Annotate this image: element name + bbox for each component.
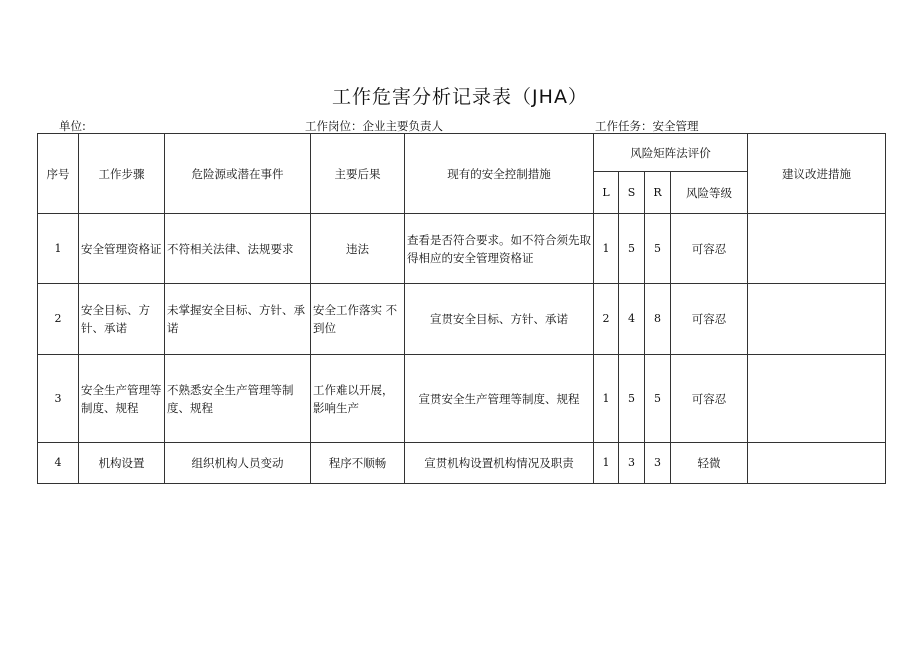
row-level: 可容忍 — [671, 214, 748, 284]
row-controls: 查看是否符合要求。如不符合须先取得相应的安全管理资格证 — [405, 214, 594, 284]
row-l: 1 — [594, 355, 619, 443]
row-controls: 宣贯机构设置机构情况及职责 — [405, 443, 594, 484]
row-step: 安全生产管理等制度、规程 — [79, 355, 165, 443]
header-consequence: 主要后果 — [311, 134, 405, 214]
row-r: 5 — [645, 214, 671, 284]
header-step: 工作步骤 — [79, 134, 165, 214]
document-title: 工作危害分析记录表（JHA） — [332, 86, 588, 108]
task-label: 工作任务：安全管理 — [595, 119, 699, 133]
row-consequence: 违法 — [311, 214, 405, 284]
header-r: R — [645, 172, 671, 214]
row-l: 1 — [594, 214, 619, 284]
unit-label: 单位: — [59, 119, 86, 133]
row-controls: 宣贯安全生产管理等制度、规程 — [405, 355, 594, 443]
post-label: 工作岗位：企业主要负责人 — [305, 119, 443, 133]
row-s: 5 — [619, 355, 645, 443]
table-row — [38, 355, 886, 443]
row-l: 2 — [594, 284, 619, 355]
row-hazard: 组织机构人员变动 — [165, 443, 311, 484]
row-r: 3 — [645, 443, 671, 484]
row-hazard: 不符相关法律、法规要求 — [165, 214, 311, 284]
header-hazard: 危险源或潜在事件 — [165, 134, 311, 214]
row-suggest — [748, 355, 886, 443]
row-s: 3 — [619, 443, 645, 484]
header-level: 风险等级 — [671, 172, 748, 214]
header-suggest: 建议改进措施 — [748, 134, 886, 214]
row-l: 1 — [594, 443, 619, 484]
row-consequence: 工作难以开展，影响生产 — [311, 355, 405, 443]
row-level: 可容忍 — [671, 284, 748, 355]
row-seq: 2 — [38, 284, 79, 355]
row-seq: 4 — [38, 443, 79, 484]
header-l: L — [594, 172, 619, 214]
jha-table — [37, 133, 886, 484]
row-suggest — [748, 443, 886, 484]
table-row — [38, 443, 886, 484]
header-risk-matrix: 风险矩阵法评价 — [594, 134, 748, 172]
row-level: 轻微 — [671, 443, 748, 484]
row-controls: 宣贯安全目标、方针、承诺 — [405, 284, 594, 355]
row-seq: 3 — [38, 355, 79, 443]
row-level: 可容忍 — [671, 355, 748, 443]
row-suggest — [748, 214, 886, 284]
row-step: 安全管理资格证 — [79, 214, 165, 284]
header-controls: 现有的安全控制措施 — [405, 134, 594, 214]
row-s: 5 — [619, 214, 645, 284]
row-suggest — [748, 284, 886, 355]
row-step: 安全目标、方针、承诺 — [79, 284, 165, 355]
table-row — [38, 284, 886, 355]
row-consequence: 程序不顺畅 — [311, 443, 405, 484]
row-s: 4 — [619, 284, 645, 355]
header-seq: 序号 — [38, 134, 79, 214]
row-step: 机构设置 — [79, 443, 165, 484]
row-consequence: 安全工作落实 不到位 — [311, 284, 405, 355]
header-s: S — [619, 172, 645, 214]
row-hazard: 不熟悉安全生产管理等制度、规程 — [165, 355, 311, 443]
row-seq: 1 — [38, 214, 79, 284]
row-r: 8 — [645, 284, 671, 355]
table-row — [38, 214, 886, 284]
row-r: 5 — [645, 355, 671, 443]
row-hazard: 未掌握安全目标、方针、承诺 — [165, 284, 311, 355]
